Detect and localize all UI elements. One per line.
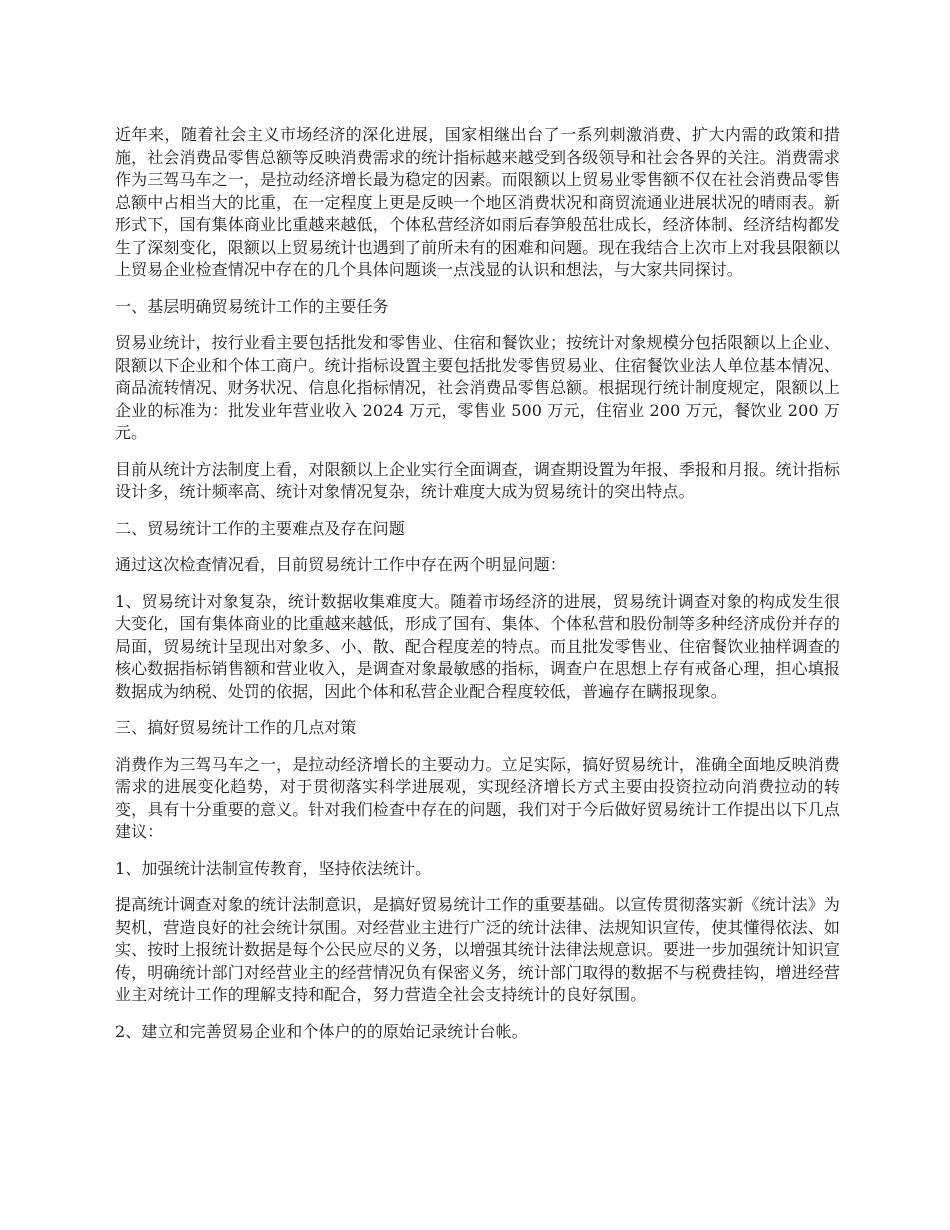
paragraph-legal-education: 提高统计调查对象的统计法制意识，是搞好贸易统计工作的重要基础。以宣传贯彻落实新《统计法》为契机，营造良好的社会统计氛围。对经营业主进行广泛的统计法律、法规知识宣传，使其懂得依法、如实、按时上报统计数据是每个公民应尽的义务，以增强其统计法律法规意识。要进一步加强统计知识宣传，明确统计部门对经营业主的经营情况负有保密义务，统计部门取得的数据不与税费挂钩，增进经营业主对统计工作的理解支持和配合，努力营造全社会支持统计的良好氛围。 (115, 895, 840, 1004)
intro-paragraph: 近年来，随着社会主义市场经济的深化进展，国家相继出台了一系列刺激消费、扩大内需的政策和措施，社会消费品零售总额等反映消费需求的统计指标越来越受到各级领导和社会各界的关注。消费需求作为三驾马车之一，是拉动经济增长最为稳定的因素。而限额以上贸易业零售额不仅在社会消费品零售总额中占相当大的比重，在一定程度上更是反映一个地区消费状况和商贸流通业进展状况的晴雨表。新形式下，国有集体商业比重越来越低，个体私营经济如雨后春笋般茁壮成长，经济体制、经济结构都发生了深刻变化，限额以上贸易统计也遇到了前所未有的困难和问题。现在我结合上次市上对我县限额以上贸易企业检查情况中存在的几个具体问题谈一点浅显的认识和想法，与大家共同探讨。 (115, 125, 840, 279)
paragraph-countermeasures-intro: 消费作为三驾马车之一，是拉动经济增长的主要动力。立足实际，搞好贸易统计，准确全面地反映消费需求的进展变化趋势，对于贯彻落实科学进展观，实现经济增长方式主要由投资拉动向消费拉动的转变，具有十分重要的意义。针对我们检查中存在的问题，我们对于今后做好贸易统计工作提出以下几点建议： (115, 754, 840, 841)
section-heading-1: 一、基层明确贸易统计工作的主要任务 (115, 296, 389, 316)
paragraph-inspection-intro: 通过这次检查情况看，目前贸易统计工作中存在两个明显问题： (115, 555, 566, 574)
paragraph-trade-scope: 贸易业统计，按行业看主要包括批发和零售业、住宿和餐饮业；按统计对象规模分包括限额以上企业、限额以下企业和个体工商户。统计指标设置主要包括批发零售贸易业、住宿餐饮业法人单位基本情况、商品流转情况、财务状况、信息化指标情况，社会消费品零售总额。根据现行统计制度规定，限额以上企业的标准为：批发业年营业收入 2024 万元，零售业 500 万元，住宿业 200 万元，餐饮业 200 万元。 (115, 333, 840, 442)
subheading-2: 2、建立和完善贸易企业和个体户的的原始记录统计台帐。 (115, 1021, 528, 1041)
section-heading-2: 二、贸易统计工作的主要难点及存在问题 (115, 518, 405, 538)
paragraph-survey-method: 目前从统计方法制度上看，对限额以上企业实行全面调查，调查期设置为年报、季报和月报。统计指标设计多，统计频率高、统计对象情况复杂，统计难度大成为贸易统计的突出特点。 (115, 459, 840, 501)
subheading-1: 1、加强统计法制宣传教育，坚持依法统计。 (115, 858, 432, 878)
paragraph-problem-1: 1、贸易统计对象复杂，统计数据收集难度大。随着市场经济的进展，贸易统计调查对象的构成发生很大变化，国有集体商业的比重越来越低，形成了国有、集体、个体私营和股份制等多种经济成份并存的局面，贸易统计呈现出对象多、小、散、配合程度差的特点。而且批发零售业、住宿餐饮业抽样调查的核心数据指标销售额和营业收入，是调查对象最敏感的指标，调查户在思想上存有戒备心理，担心填报数据成为纳税、处罚的依据，因此个体和私营企业配合程度较低，普遍存在瞒报现象。 (115, 591, 840, 701)
document-body (115, 124, 840, 1057)
section-heading-3: 三、搞好贸易统计工作的几点对策 (115, 718, 357, 737)
